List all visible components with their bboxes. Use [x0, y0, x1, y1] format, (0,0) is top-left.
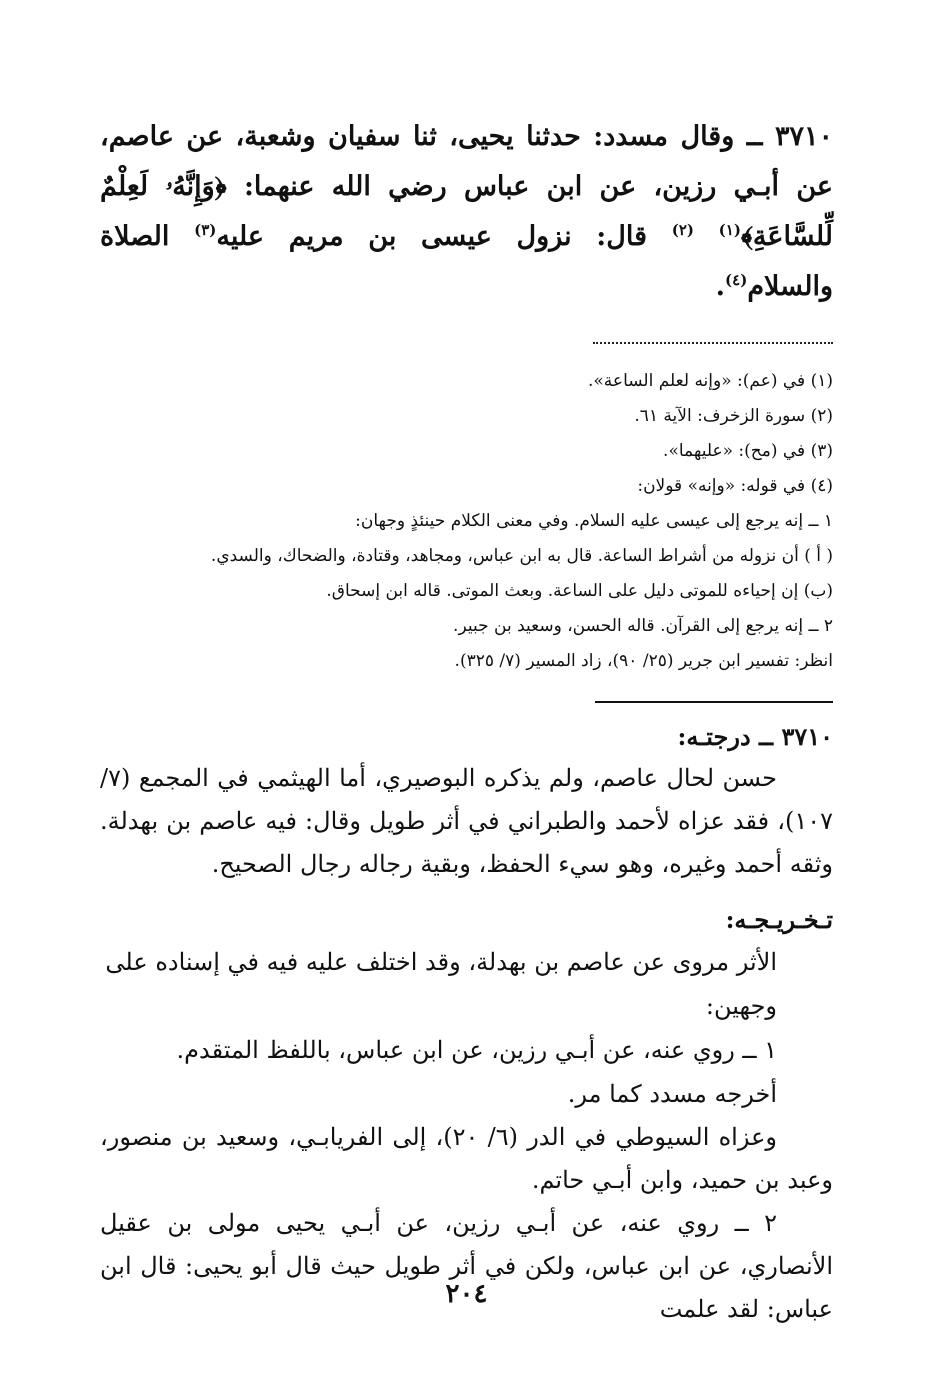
- footnote-ref-3: (٣): [194, 221, 217, 239]
- hadith-text-part-b: قال: نزول عيسى بن مريم عليه: [216, 221, 672, 252]
- footnote-ref-1: (١): [718, 221, 741, 239]
- section-separator: [595, 701, 833, 703]
- footnotes: [100, 364, 833, 679]
- footnote-4: (٤) في قوله: «وإنه» قولان:: [637, 476, 833, 496]
- hadith-text: [100, 112, 833, 312]
- book-page: [100, 112, 833, 1323]
- hadith-text-part-a: ٣٧١٠ ــ وقال مسدد: حدثنا يحيى، ثنا سفيان وشعبة، عن عاصم، عن أبـي رزين، عن ابن عباس رضي الله عنهما: ﴿وَإِنَّهُۥ لَعِلْمٌ لِّلسَّاعَةِ﴾: [100, 121, 833, 252]
- hadith-text-end: .: [715, 271, 726, 302]
- takhrij-point-1: ١ ــ روي عنه، عن أبـي رزين، عن ابن عباس، باللفظ المتقدم.: [176, 1036, 777, 1064]
- takhrij-point-1-source: أخرجه مسدد كما مر.: [567, 1080, 777, 1108]
- takhrij-point-1-suyuti: وعزاه السيوطي في الدر (٦/ ٢٠)، إلى الفريابـي، وسعيد بن منصور، وعبد بن حميد، وابن أبـي حاتم.: [100, 1123, 833, 1194]
- takhrij-point-2: ٢ ــ روي عنه، عن أبـي رزين، عن أبـي يحيى مولى بن عقيل الأنصاري، عن ابن عباس، ولكن في أثر طويل حيث قال أبو يحيى: قال ابن عباس: لقد علمت: [100, 1209, 833, 1323]
- takhrij-heading: تـخـريـجـه:: [725, 905, 833, 934]
- takhrij-intro: الأثر مروى عن عاصم بن بهدلة، وقد اختلف عليه فيه في إسناده على وجهين:: [105, 948, 777, 1020]
- footnote-4-point-1a: ( أ ) أن نزوله من أشراط الساعة. قال به ابن عباس، ومجاهد، وقتادة، والضحاك، والسدي.: [210, 546, 833, 566]
- footnote-ref-4: (٤): [725, 271, 748, 289]
- footnote-ref-2: (٢): [671, 221, 694, 239]
- footnote-4-reference: انظر: تفسير ابن جرير (٢٥/ ٩٠)، زاد المسير (٧/ ٣٢٥).: [454, 651, 833, 671]
- footnote-4-point-1: ١ ــ إنه يرجع إلى عيسى عليه السلام. وفي معنى الكلام حينئذٍ وجهان:: [355, 511, 833, 531]
- footnote-4-point-2: ٢ ــ إنه يرجع إلى القرآن. قاله الحسن، وسعيد بن جبير.: [453, 616, 833, 636]
- footnote-2: (٢) سورة الزخرف: الآية ٦١.: [634, 406, 833, 426]
- footnote-1: (١) في (عم): «وإنه لعلم الساعة».: [588, 371, 833, 391]
- page-number: ٢٠٤: [445, 1279, 488, 1309]
- grade-text: حسن لحال عاصم، ولم يذكره البوصيري، أما الهيثمي في المجمع (٧/ ١٠٧)، فقد عزاه لأحمد والطبراني في أثر طويل وقال: فيه عاصم بن بهدلة. وثقه أحمد وغيره، وهو سيء الحفظ، وبقية رجاله رجال الصحيح.: [100, 764, 833, 878]
- footnote-3: (٣) في (مح): «عليهما».: [663, 441, 833, 461]
- footnote-4-point-1b: (ب) إن إحياءه للموتى دليل على الساعة. وبعث الموتى. قاله ابن إسحاق.: [326, 581, 833, 601]
- hadith-text-part-c: الصلاة والسلام: [100, 221, 833, 302]
- footnote-separator: [593, 342, 833, 344]
- grade-heading: ٣٧١٠ ــ درجتـه:: [677, 722, 833, 751]
